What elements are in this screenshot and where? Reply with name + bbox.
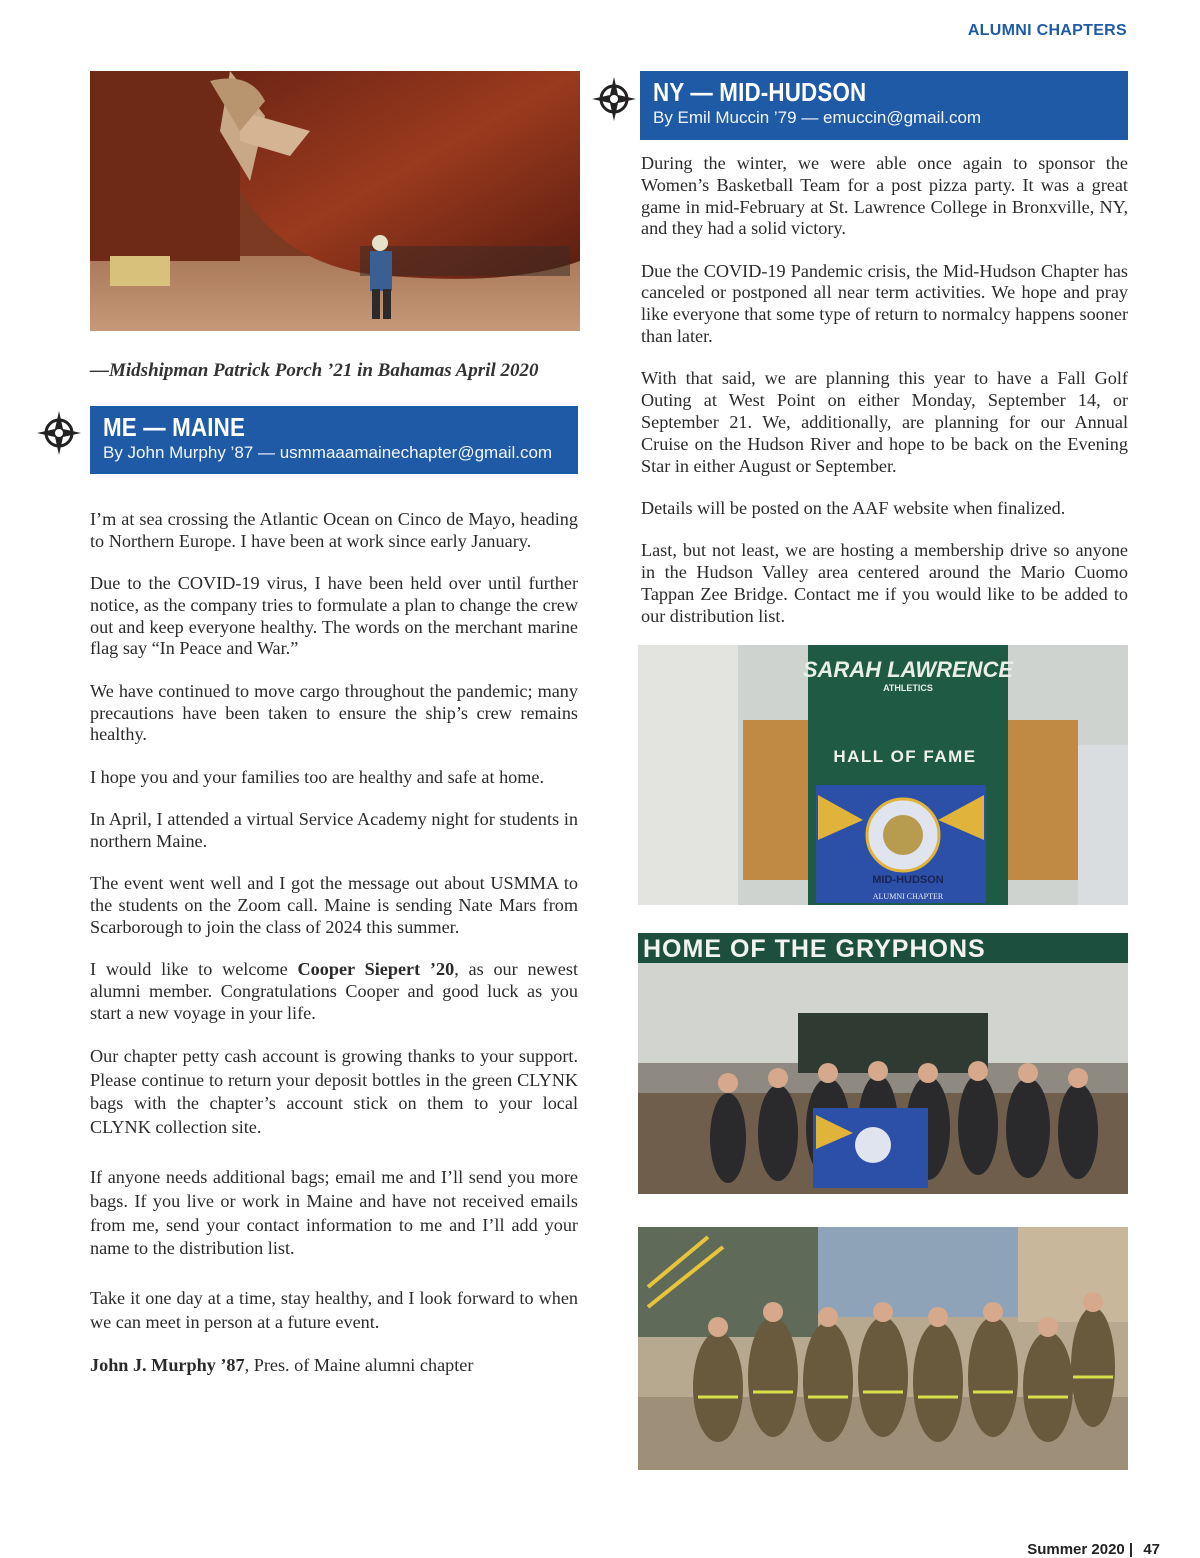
maine-chapter-title: ME — MAINE (103, 412, 246, 442)
ny-chapter-title: NY — MID-HUDSON (653, 77, 867, 107)
paragraph: Last, but not least, we are hosting a membership drive so anyone in the Hudson Valley area centered around the Mario Cuomo Tappan Zee Bridge. Contact me if you would like to be added to our distribution list. (641, 540, 1128, 626)
maine-chapter-byline: By John Murphy ’87 — usmmaaamainechapter@gmail.com (103, 443, 553, 462)
maine-chapter-banner (90, 406, 578, 474)
gym-banner-text: HOME OF THE GRYPHONS (643, 935, 986, 963)
compass-icon (36, 410, 82, 456)
hof-logo-subtext: ATHLETICS (883, 683, 933, 693)
paragraph: In April, I attended a virtual Service Academy night for students in northern Maine. (90, 808, 578, 851)
paragraph: If anyone needs additional bags; email me and I’ll send you more bags. If you live or work in Maine and have not received emails from me, send your contact information to me and I’ll add your name to the distribution list. (90, 1167, 578, 1259)
paragraph: Due to the COVID-19 virus, I have been held over until further notice, as the company tries to formulate a plan to change the crew out and keep everyone healthy. The words on the merchant marine flag say “In Peace and War.” (90, 573, 578, 659)
maine-article-body (90, 509, 578, 1398)
ny-chapter-byline: By Emil Muccin ’79 — emuccin@gmail.com (653, 108, 982, 127)
issue-label: Summer 2020 | (1027, 1541, 1134, 1558)
paragraph: During the winter, we were able once again to sponsor the Women’s Basketball Team for a post pizza party. It was a great game in mid-February at St. Lawrence College in Bronxville, NY, and they had a solid victory. (641, 153, 1128, 239)
hall-of-fame-photo (638, 645, 1128, 905)
section-tag: ALUMNI CHAPTERS (967, 22, 1127, 39)
paragraph: Our chapter petty cash account is growing thanks to your support. Please continue to return your deposit bottles in the green CLYNK bags with the chapter’s account stick on them to your local CLYNK collection site. (90, 1045, 578, 1138)
paragraph: We have continued to move cargo throughout the pandemic; many precautions have been taken to ensure the ship’s crew remains healthy. (90, 680, 578, 745)
paragraph: I hope you and your families too are healthy and safe at home. (90, 766, 545, 787)
paragraph: Due the COVID-19 Pandemic crisis, the Mid-Hudson Chapter has canceled or postponed all near term activities. We hope and pray like everyone that some type of return to normalcy happens sooner than later. (641, 260, 1128, 347)
paragraph: I’m at sea crossing the Atlantic Ocean on Cinco de Mayo, heading to Northern Europe. I have been at work since early January. (90, 509, 578, 551)
signoff (90, 1355, 578, 1377)
page-number: 47 (1143, 1541, 1160, 1558)
paragraph: With that said, we are planning this year to have a Fall Golf Outing at West Point on either Monday, September 14, or September 21. We, additionally, are planning for our Annual Cruise on the Hudson River and hope to be back on the Evening Star in either August or September. (641, 368, 1128, 476)
flag-sublabel: ALUMNI CHAPTER (872, 892, 944, 901)
ny-article-body (641, 153, 1128, 648)
hof-logo-text: SARAH LAWRENCE (802, 657, 1014, 682)
welcome-lead: I would like to welcome (90, 958, 298, 979)
signoff-role: , Pres. of Maine alumni chapter (244, 1355, 474, 1376)
paragraph: The event went well and I got the message out about USMMA to the students on the Zoom call. Maine is sending Nate Mars from Scarborough to join the class of 2024 this summer. (90, 873, 578, 937)
new-member-name: Cooper Siepert ’20 (297, 958, 455, 979)
flag-label: MID-HUDSON (872, 874, 944, 886)
paragraph: Details will be posted on the AAF website when finalized. (641, 497, 1066, 518)
welcome-rest: , as our newest alumni member. Congratulations Cooper and good luck as you start a new voyage in your life. (90, 958, 579, 1023)
hof-sign-text: HALL OF FAME (833, 747, 977, 766)
firefighters-group-photo (638, 1227, 1128, 1470)
page-footer (1027, 1541, 1160, 1558)
compass-icon (591, 76, 637, 122)
ship-propeller-photo (90, 71, 580, 331)
welcome-paragraph (90, 959, 578, 1024)
ny-chapter-banner (640, 71, 1128, 140)
paragraph: Take it one day at a time, stay healthy, and I look forward to when we can meet in person at a future event. (90, 1288, 578, 1333)
photo-caption: —Midshipman Patrick Porch ’21 in Bahamas April 2020 (90, 360, 539, 381)
signoff-name: John J. Murphy ’87 (90, 1355, 245, 1376)
gryphons-group-photo (638, 933, 1128, 1194)
